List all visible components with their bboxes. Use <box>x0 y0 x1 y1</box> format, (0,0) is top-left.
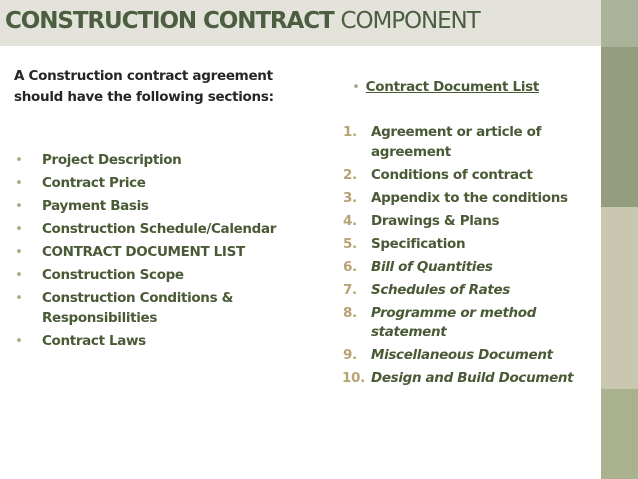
bullet-icon: • <box>15 267 23 283</box>
bullet-icon: • <box>15 221 23 237</box>
item-number: 7. <box>343 281 357 298</box>
item-text: Specification <box>371 235 466 252</box>
decorative-side-blocks <box>601 0 638 479</box>
item-number: 9. <box>343 347 357 363</box>
item-text: Conditions of contract <box>371 166 533 183</box>
numbered-item <box>338 212 600 232</box>
item-number: 3. <box>343 189 357 206</box>
slide-title <box>5 6 480 36</box>
item-number: 4. <box>343 212 357 229</box>
list-item <box>14 197 304 217</box>
bullet-icon: • <box>15 152 23 168</box>
slide-title-strong: CONSTRUCTION CONTRACT <box>5 8 334 34</box>
list-item-text: Contract Price <box>42 175 146 191</box>
list-item <box>14 220 304 240</box>
item-number: 6. <box>343 258 357 275</box>
document-list <box>338 123 600 392</box>
list-item <box>14 243 304 263</box>
document-list-heading-text: Contract Document List <box>365 79 540 95</box>
list-item-text: Construction Conditions & Responsibilities <box>42 290 234 326</box>
bullet-icon: • <box>15 198 23 214</box>
bullet-icon: • <box>15 175 23 191</box>
numbered-item <box>338 281 600 301</box>
item-text: Miscellaneous Document <box>371 347 553 363</box>
numbered-item <box>338 189 600 209</box>
side-block <box>601 0 638 47</box>
sections-list <box>14 151 304 355</box>
list-item-text: CONTRACT DOCUMENT LIST <box>42 244 245 260</box>
item-text: Design and Build Document <box>371 370 574 386</box>
list-item <box>14 289 304 328</box>
numbered-item <box>338 123 600 162</box>
list-item-text: Project Description <box>42 152 182 168</box>
item-number: 1. <box>343 124 357 140</box>
list-item-text: Construction Scope <box>42 267 184 283</box>
numbered-item <box>338 235 600 255</box>
item-number: 2. <box>343 166 357 183</box>
slide-title-light: COMPONENT <box>340 8 480 34</box>
list-item <box>14 266 304 286</box>
list-item <box>14 332 304 352</box>
item-text: Agreement or article of agreement <box>371 124 542 160</box>
numbered-item <box>338 166 600 186</box>
numbered-item <box>338 369 600 389</box>
item-number: 8. <box>343 304 357 321</box>
document-list-heading <box>352 77 539 97</box>
bullet-icon: • <box>15 290 23 306</box>
list-item-text: Construction Schedule/Calendar <box>42 221 277 237</box>
list-item <box>14 174 304 194</box>
list-item <box>14 151 304 171</box>
numbered-item <box>338 258 600 278</box>
left-column <box>14 66 304 349</box>
bullet-icon: • <box>15 244 23 260</box>
item-text: Schedules of Rates <box>371 281 510 298</box>
item-text: Programme or method statement <box>371 304 537 340</box>
side-block <box>601 207 638 389</box>
item-number: 10. <box>342 370 365 386</box>
item-text: Drawings & Plans <box>371 212 500 229</box>
item-number: 5. <box>343 235 357 252</box>
list-item-text: Payment Basis <box>42 198 149 214</box>
numbered-item <box>338 304 600 343</box>
bullet-icon: • <box>15 332 23 349</box>
item-text: Appendix to the conditions <box>371 189 568 206</box>
side-block <box>601 389 638 479</box>
bullet-icon: • <box>352 79 360 95</box>
intro-text: A Construction contract agreement should have the following sections: <box>14 68 274 105</box>
side-block <box>601 47 638 207</box>
title-bar <box>0 0 601 46</box>
item-text: Bill of Quantities <box>371 258 493 275</box>
list-item-text: Contract Laws <box>42 332 146 349</box>
numbered-item <box>338 346 600 366</box>
